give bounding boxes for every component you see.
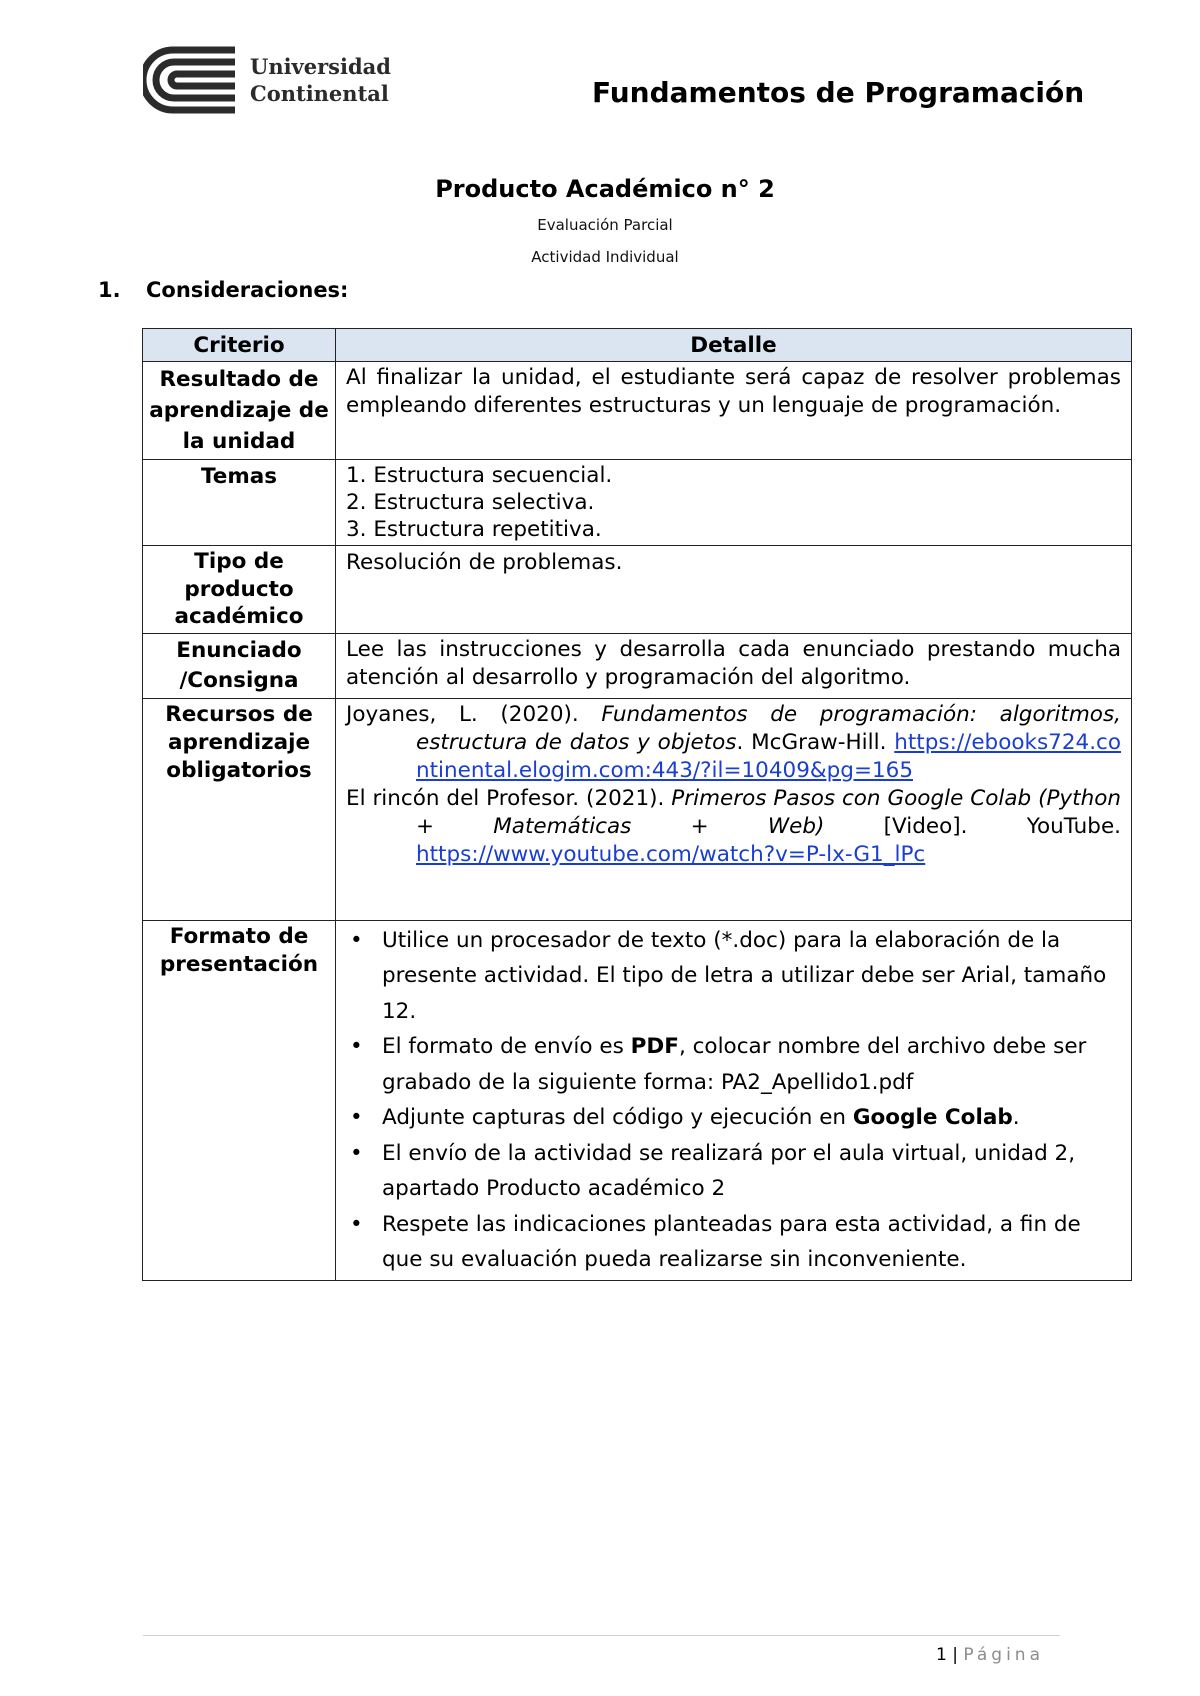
- page-label: Página: [963, 1645, 1044, 1665]
- criterio-cell: Formato de presentación: [143, 920, 336, 1280]
- format-bullet: [346, 923, 1121, 1030]
- topic-item: 3. Estructura repetitiva.: [346, 517, 602, 542]
- university-logo-icon: [143, 44, 237, 116]
- criterio-cell: Resultado de aprendizaje de la unidad: [143, 362, 336, 460]
- document-title: Producto Académico n° 2: [435, 175, 775, 203]
- format-list: [346, 923, 1121, 1278]
- reference-item: [346, 701, 1121, 785]
- logo-text: [250, 53, 391, 107]
- detalle-cell: Lee las instrucciones y desarrolla cada enunciado prestando mucha atención al desarrollo y programación del algoritmo.: [336, 633, 1132, 698]
- detalle-cell: [336, 698, 1132, 920]
- reference-authors: El rincón del Profesor. (2021).: [346, 785, 672, 811]
- table-row: [143, 362, 1132, 460]
- header-detalle: Detalle: [336, 329, 1132, 362]
- table-row: [143, 460, 1132, 546]
- section-number: 1.: [98, 278, 121, 302]
- section-heading: [98, 278, 348, 302]
- criteria-table: [142, 328, 1132, 1281]
- header-criterio: Criterio: [143, 329, 336, 362]
- table-row: [143, 920, 1132, 1280]
- bullet-text: Respete las indicaciones planteadas para esta actividad, a fin de que su evaluación pueda realizarse sin inconveniente.: [382, 1211, 1081, 1272]
- criterio-cell: Recursos de aprendizaje obligatorios: [143, 698, 336, 920]
- bullet-bold-text: PDF: [630, 1034, 679, 1059]
- logo-line-2: Continental: [250, 81, 389, 106]
- reference-publisher: . McGraw-Hill.: [736, 729, 895, 755]
- course-title: Fundamentos de Programación: [592, 76, 1085, 109]
- criterio-cell: Tipo de producto académico: [143, 546, 336, 634]
- detalle-cell: Resolución de problemas.: [336, 546, 1132, 634]
- detalle-cell: Al finalizar la unidad, el estudiante será capaz de resolver problemas empleando diferentes estructuras y un lenguaje de programación.: [336, 362, 1132, 460]
- reference-item: [346, 785, 1121, 869]
- bullet-bold-text: Google Colab: [852, 1105, 1013, 1130]
- detalle-cell: [336, 460, 1132, 546]
- table-row: [143, 546, 1132, 634]
- page-number-value: 1: [936, 1645, 947, 1665]
- bullet-text: .: [1012, 1105, 1020, 1130]
- reference-title: Fundamentos de programación: algoritmos, estructura de datos y objetos: [416, 701, 1121, 755]
- criterio-cell: Temas: [143, 460, 336, 546]
- detalle-cell: [336, 920, 1132, 1280]
- section-title: Consideraciones:: [146, 278, 349, 302]
- bullet-text: Adjunte capturas del código y ejecución en: [382, 1105, 853, 1130]
- reference-title: Primeros Pasos con Google Colab (Python + Matemáticas + Web): [416, 785, 1121, 839]
- reference-link[interactable]: https://www.youtube.com/watch?v=P-lx-G1_lPc: [416, 841, 926, 867]
- document-subtitle-activity: Actividad Individual: [531, 248, 679, 266]
- reference-authors: Joyanes, L. (2020).: [346, 701, 602, 727]
- university-logo: [143, 44, 403, 116]
- reference-publisher: [Video]. YouTube.: [824, 813, 1122, 839]
- table-header-row: [143, 329, 1132, 362]
- bullet-text: Utilice un procesador de texto (*.doc) para la elaboración de la presente actividad. El tipo de letra a utilizar debe ser Arial, tamaño 12.: [382, 927, 1107, 1024]
- page-number-separator: |: [946, 1645, 964, 1665]
- footer-divider: [143, 1635, 1060, 1636]
- bullet-text: , colocar nombre del archivo debe ser grabado de la siguiente forma: PA2_Apellido1.pdf: [382, 1034, 1087, 1095]
- format-bullet: [346, 1207, 1121, 1278]
- document-subtitle-evaluation: Evaluación Parcial: [537, 216, 673, 234]
- bullet-text: El formato de envío es: [382, 1034, 631, 1059]
- topic-item: 2. Estructura selectiva.: [346, 490, 595, 515]
- reference-link[interactable]: https://ebooks724.continental.elogim.com:443/?il=10409&pg=165: [416, 729, 1121, 783]
- format-bullet: [346, 1100, 1121, 1136]
- criterio-cell: Enunciado /Consigna: [143, 633, 336, 698]
- bullet-text: El envío de la actividad se realizará por el aula virtual, unidad 2, apartado Producto académico 2: [382, 1140, 1076, 1201]
- table-row: [143, 633, 1132, 698]
- topic-item: 1. Estructura secuencial.: [346, 463, 613, 488]
- format-bullet: [346, 1136, 1121, 1207]
- format-bullet: [346, 1029, 1121, 1100]
- table-row: [143, 698, 1132, 920]
- page-number: [936, 1645, 1044, 1665]
- logo-line-1: Universidad: [250, 54, 391, 79]
